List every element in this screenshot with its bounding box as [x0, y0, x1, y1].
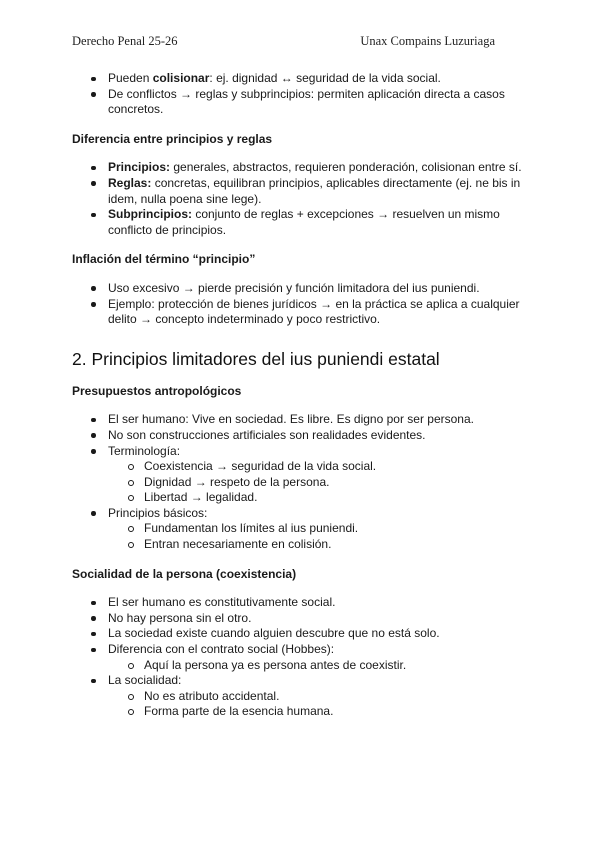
diferencia-list — [72, 160, 532, 238]
list-item: No son construcciones artificiales son realidades evidentes. — [72, 428, 532, 444]
subheading-socialidad: Socialidad de la persona (coexistencia) — [72, 566, 297, 581]
list-item: Principios: generales, abstractos, requieren ponderación, colisionan entre sí. — [72, 160, 532, 176]
header-author: Unax Compains Luzuriaga — [360, 34, 495, 48]
socialidad-list — [72, 595, 532, 720]
list-item: Diferencia con el contrato social (Hobbes): — [72, 642, 532, 658]
presupuestos-list — [72, 412, 532, 552]
subheading-diferencia: Diferencia entre principios y reglas — [72, 131, 273, 146]
subheading-presupuestos: Presupuestos antropológicos — [72, 383, 242, 398]
list-item: No hay persona sin el otro. — [72, 611, 532, 627]
page-header — [72, 34, 495, 50]
list-item: De conflictos → reglas y subprincipios: permiten aplicación directa a casos concretos. — [72, 87, 532, 118]
sub-list-item: Libertad → legalidad. — [72, 490, 532, 506]
header-course: Derecho Penal 25-26 — [72, 34, 178, 48]
list-item: Pueden colisionar: ej. dignidad ↔ seguridad de la vida social. — [72, 71, 532, 87]
sub-list-item: Fundamentan los límites al ius puniendi. — [72, 521, 532, 537]
list-item: Terminología: — [72, 444, 532, 460]
document-body — [72, 71, 532, 720]
list-item: Principios básicos: — [72, 506, 532, 522]
section-heading: 2. Principios limitadores del ius puniendi estatal — [72, 348, 440, 369]
sub-list-item: Aquí la persona ya es persona antes de coexistir. — [72, 658, 532, 674]
list-item: Uso excesivo → pierde precisión y función limitadora del ius puniendi. — [72, 281, 532, 297]
intro-list — [72, 71, 532, 118]
subheading-inflacion: Inflación del término “principio” — [72, 252, 256, 267]
sub-list-item: Entran necesariamente en colisión. — [72, 537, 532, 553]
sub-list-item: Forma parte de la esencia humana. — [72, 704, 532, 720]
list-item: Reglas: concretas, equilibran principios, aplicables directamente (ej. ne bis in idem, nulla poena sine lege). — [72, 176, 532, 207]
sub-list-item: Coexistencia → seguridad de la vida social. — [72, 459, 532, 475]
list-item: La socialidad: — [72, 673, 532, 689]
list-item: La sociedad existe cuando alguien descubre que no está solo. — [72, 626, 532, 642]
list-item: El ser humano es constitutivamente social. — [72, 595, 532, 611]
sub-list-item: No es atributo accidental. — [72, 689, 532, 705]
list-item: Ejemplo: protección de bienes jurídicos → en la práctica se aplica a cualquier delito → concepto indeterminado y poco restrictivo. — [72, 297, 532, 328]
sub-list-item: Dignidad → respeto de la persona. — [72, 475, 532, 491]
list-item: Subprincipios: conjunto de reglas + excepciones → resuelven un mismo conflicto de principios. — [72, 207, 532, 238]
list-item: El ser humano: Vive en sociedad. Es libre. Es digno por ser persona. — [72, 412, 532, 428]
inflacion-list — [72, 281, 532, 328]
